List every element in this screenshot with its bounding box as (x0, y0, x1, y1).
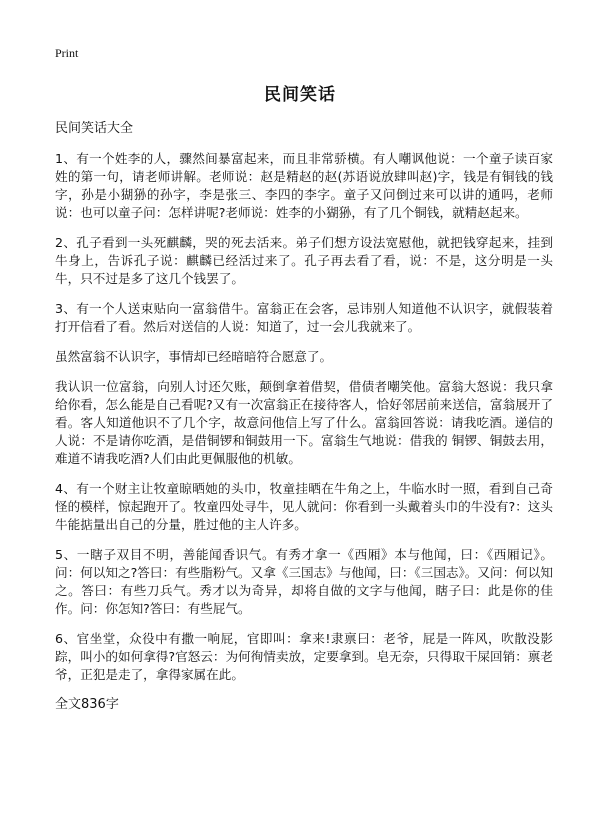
paragraph-5: 我认识一位富翁，向别人讨还欠账，颠倒拿着借契，借债者嘲笑他。富翁大怒说：我只拿给你看，怎么能是自己看呢?又有一次富翁正在接待客人，恰好邻居前来送信，富翁展开了看。客人知道他识不了几个字，故意问他信上写了什么。富翁回答说：请我吃酒。递信的人说：不是请你吃酒，是借铜锣和铜鼓用一下。富翁生气地说：借我的 铜锣、铜鼓去用，难道不请我吃酒?人们由此更佩服他的机敏。 (55, 379, 553, 466)
paragraph-8: 6、官坐堂，众役中有撒一响屁，官即叫：拿来!隶禀曰：老爷，屁是一阵风，吹散没影踪，叫小的如何拿得?官怒云：为何徇情卖放，定要拿到。皂无奈，只得取干屎回销：禀老爷，正犯是走了，拿得家属在此。 (55, 631, 553, 682)
article-subtitle: 民间笑话大全 (55, 121, 134, 136)
paragraph-1: 1、有一个姓李的人，骤然间暴富起来，而且非常骄横。有人嘲讽他说：一个童子读百家姓的第一句，请老师讲解。老师说：赵是精赵的赵(苏语说放肆叫赵)字，钱是有铜钱的钱字，孙是小猢狲的孙字，李是张三、李四的李字。童子又问倒过来可以讲的通吗，老师说：也可以童子问：怎样讲呢?老师说：姓李的小猢狲，有了几个铜钱，就精赵起来。 (55, 151, 553, 220)
paragraph-7: 5、一瞎子双目不明，善能闻香识气。有秀才拿一《西厢》本与他闻，曰：《西厢记》。问：何以知之?答曰：有些脂粉气。又拿《三国志》与他闻，曰：《三国志》。又问：何以知之。答曰：有些刀兵气。秀才以为奇异，却将自做的文字与他闻，瞎子曰：此是你的佳作。问：你怎知?答曰：有些屁气。 (55, 547, 553, 616)
print-link[interactable]: Print (55, 46, 79, 60)
paragraph-4: 虽然富翁不认识字，事情却已经暗暗符合愿意了。 (55, 349, 333, 364)
article-body (55, 120, 553, 714)
page-title: 民间笑话 (264, 85, 336, 105)
paragraph-6: 4、有一个财主让牧童晾晒她的头巾，牧童挂晒在牛角之上，牛临水时一照，看到自己奇怪的模样，惊起跑开了。牧童四处寻牛，见人就问：你看到一头戴着头巾的牛没有?：这头牛能掂量出自己的分量，胜过他的主人许多。 (55, 481, 553, 532)
paragraph-2: 2、孔子看到一头死麒麟，哭的死去活来。弟子们想方设法宽慰他，就把钱穿起来，挂到牛身上，告诉孔子说：麒麟已经活过来了。孔子再去看了看，说：不是，这分明是一头牛，只不过是多了这几个钱罢了。 (55, 235, 553, 286)
paragraph-3: 3、有一个人送束贴向一富翁借牛。富翁正在会客，忌讳别人知道他不认识字，就假装着打开信看了看。然后对送信的人说：知道了，过一会儿我就来了。 (55, 301, 553, 334)
word-count: 全文836字 (55, 697, 119, 712)
